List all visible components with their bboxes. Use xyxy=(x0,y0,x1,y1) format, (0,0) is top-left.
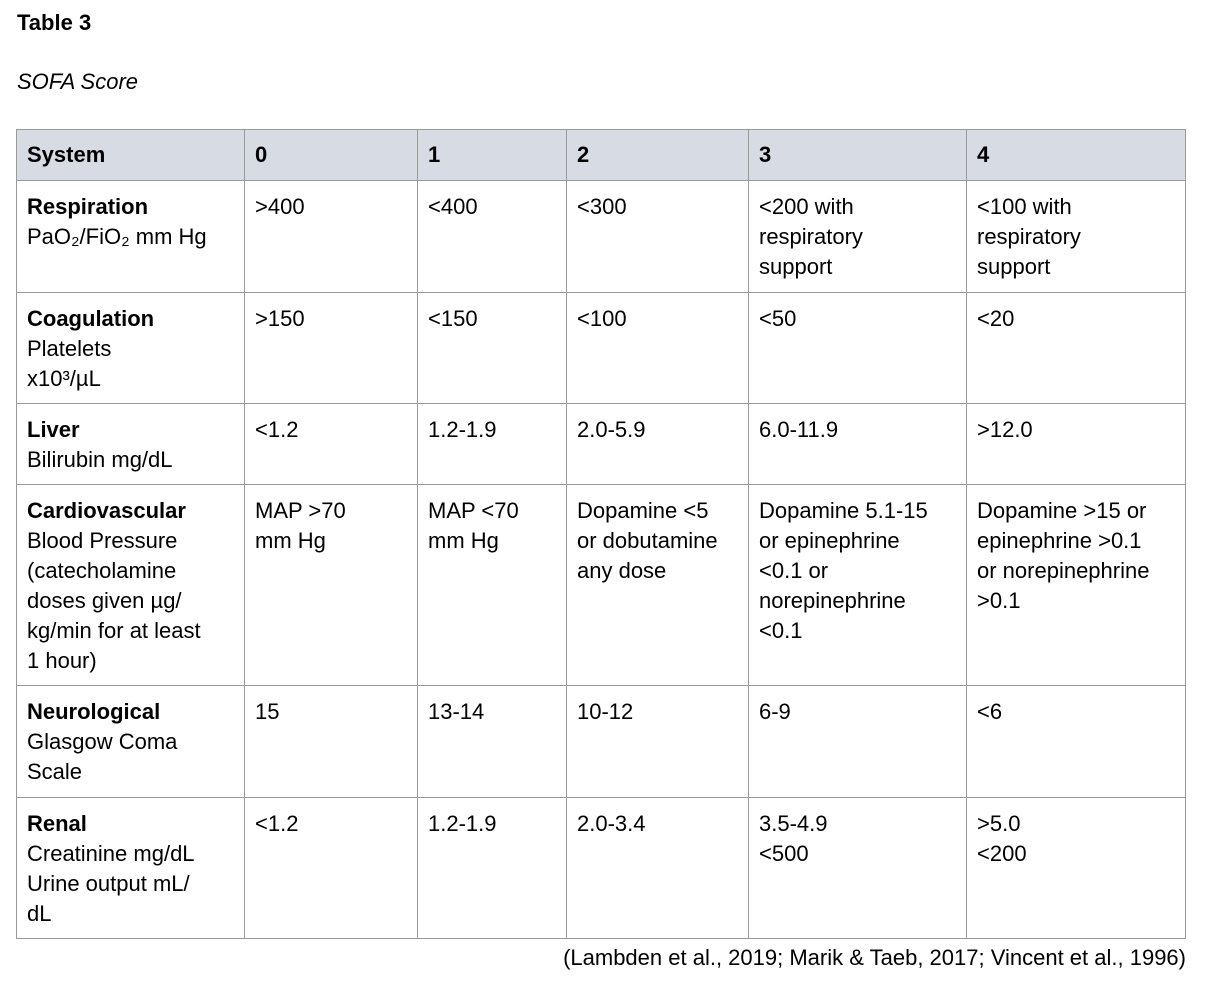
score-cell xyxy=(967,404,1186,485)
system-detail: PaO₂/FiO₂ mm Hg xyxy=(27,224,207,249)
table-header-row xyxy=(17,130,1186,181)
system-cell xyxy=(17,686,245,798)
score-cell xyxy=(418,181,567,293)
system-name: Cardiovascular xyxy=(27,498,186,523)
score-cell xyxy=(967,181,1186,293)
system-detail: Platelets x10³/µL xyxy=(27,336,112,391)
score-value: Dopamine >15 or epinephrine >0.1 or norepinephrine >0.1 xyxy=(977,498,1150,613)
system-name: Neurological xyxy=(27,699,161,724)
score-value: <100 xyxy=(577,306,627,331)
score-value: 2.0-5.9 xyxy=(577,417,646,442)
score-cell xyxy=(418,404,567,485)
score-cell xyxy=(245,293,418,404)
score-cell xyxy=(967,686,1186,798)
score-cell xyxy=(567,798,749,939)
score-value: <6 xyxy=(977,699,1003,724)
score-value: 6-9 xyxy=(759,699,791,724)
citation: (Lambden et al., 2019; Marik & Taeb, 2017; Vincent et al., 1996) xyxy=(563,945,1186,970)
score-cell xyxy=(245,181,418,293)
score-cell xyxy=(967,293,1186,404)
column-header-score-4: 4 xyxy=(967,130,1186,181)
score-cell xyxy=(418,686,567,798)
score-cell xyxy=(967,798,1186,939)
column-header-system: System xyxy=(17,130,245,181)
table-row-neurological xyxy=(17,686,1186,798)
score-cell xyxy=(245,798,418,939)
score-cell xyxy=(567,485,749,686)
column-header-score-1: 1 xyxy=(418,130,567,181)
system-cell xyxy=(17,404,245,485)
system-name: Coagulation xyxy=(27,306,155,331)
table-row-renal xyxy=(17,798,1186,939)
score-value: >5.0 <200 xyxy=(977,811,1027,866)
system-detail: Creatinine mg/dL Urine output mL/ dL xyxy=(27,841,195,926)
score-value: <300 xyxy=(577,194,627,219)
score-value: <20 xyxy=(977,306,1015,331)
score-cell xyxy=(749,485,967,686)
score-value: <1.2 xyxy=(255,811,299,836)
table-row-respiration xyxy=(17,181,1186,293)
sofa-table xyxy=(16,129,1186,939)
column-header-score-2: 2 xyxy=(567,130,749,181)
column-header-score-3: 3 xyxy=(749,130,967,181)
score-value: <50 xyxy=(759,306,797,331)
score-value: <200 with respiratory support xyxy=(759,194,863,279)
score-value: <150 xyxy=(428,306,478,331)
system-cell xyxy=(17,293,245,404)
score-value: Dopamine <5 or dobutamine any dose xyxy=(577,498,718,583)
score-cell xyxy=(567,404,749,485)
score-cell xyxy=(749,404,967,485)
score-value: MAP <70 mm Hg xyxy=(428,498,519,553)
score-value: >12.0 xyxy=(977,417,1033,442)
score-value: 10-12 xyxy=(577,699,634,724)
system-cell xyxy=(17,485,245,686)
column-header-score-0: 0 xyxy=(245,130,418,181)
system-name: Liver xyxy=(27,417,80,442)
score-value: 6.0-11.9 xyxy=(759,417,839,442)
score-cell xyxy=(749,181,967,293)
table-row-liver xyxy=(17,404,1186,485)
score-cell xyxy=(749,798,967,939)
system-detail: Glasgow Coma Scale xyxy=(27,729,178,784)
score-value: MAP >70 mm Hg xyxy=(255,498,346,553)
table-title: SOFA Score xyxy=(17,69,139,94)
system-detail: Blood Pressure (catecholamine doses given µg/ kg/min for at least 1 hour) xyxy=(27,528,201,673)
score-cell xyxy=(749,293,967,404)
score-value: Dopamine 5.1-15 or epinephrine <0.1 or norepinephrine <0.1 xyxy=(759,498,928,643)
score-value: >150 xyxy=(255,306,305,331)
score-value: 1.2-1.9 xyxy=(428,417,497,442)
score-value: 2.0-3.4 xyxy=(577,811,646,836)
system-cell xyxy=(17,798,245,939)
score-cell xyxy=(418,798,567,939)
score-cell xyxy=(245,686,418,798)
score-cell xyxy=(567,686,749,798)
system-name: Respiration xyxy=(27,194,149,219)
score-value: 1.2-1.9 xyxy=(428,811,497,836)
score-value: 13-14 xyxy=(428,699,485,724)
table-row-coagulation xyxy=(17,293,1186,404)
score-cell xyxy=(567,293,749,404)
system-cell xyxy=(17,181,245,293)
score-cell xyxy=(567,181,749,293)
score-cell xyxy=(245,485,418,686)
score-value: 15 xyxy=(255,699,280,724)
score-cell xyxy=(418,485,567,686)
score-value: 3.5-4.9 <500 xyxy=(759,811,828,866)
score-value: <400 xyxy=(428,194,478,219)
system-name: Renal xyxy=(27,811,87,836)
score-cell xyxy=(967,485,1186,686)
score-value: >400 xyxy=(255,194,305,219)
score-value: <1.2 xyxy=(255,417,299,442)
table-row-cardiovascular xyxy=(17,485,1186,686)
table-label: Table 3 xyxy=(17,10,92,35)
system-detail: Bilirubin mg/dL xyxy=(27,447,173,472)
score-cell xyxy=(749,686,967,798)
score-cell xyxy=(245,404,418,485)
score-value: <100 with respiratory support xyxy=(977,194,1081,279)
score-cell xyxy=(418,293,567,404)
